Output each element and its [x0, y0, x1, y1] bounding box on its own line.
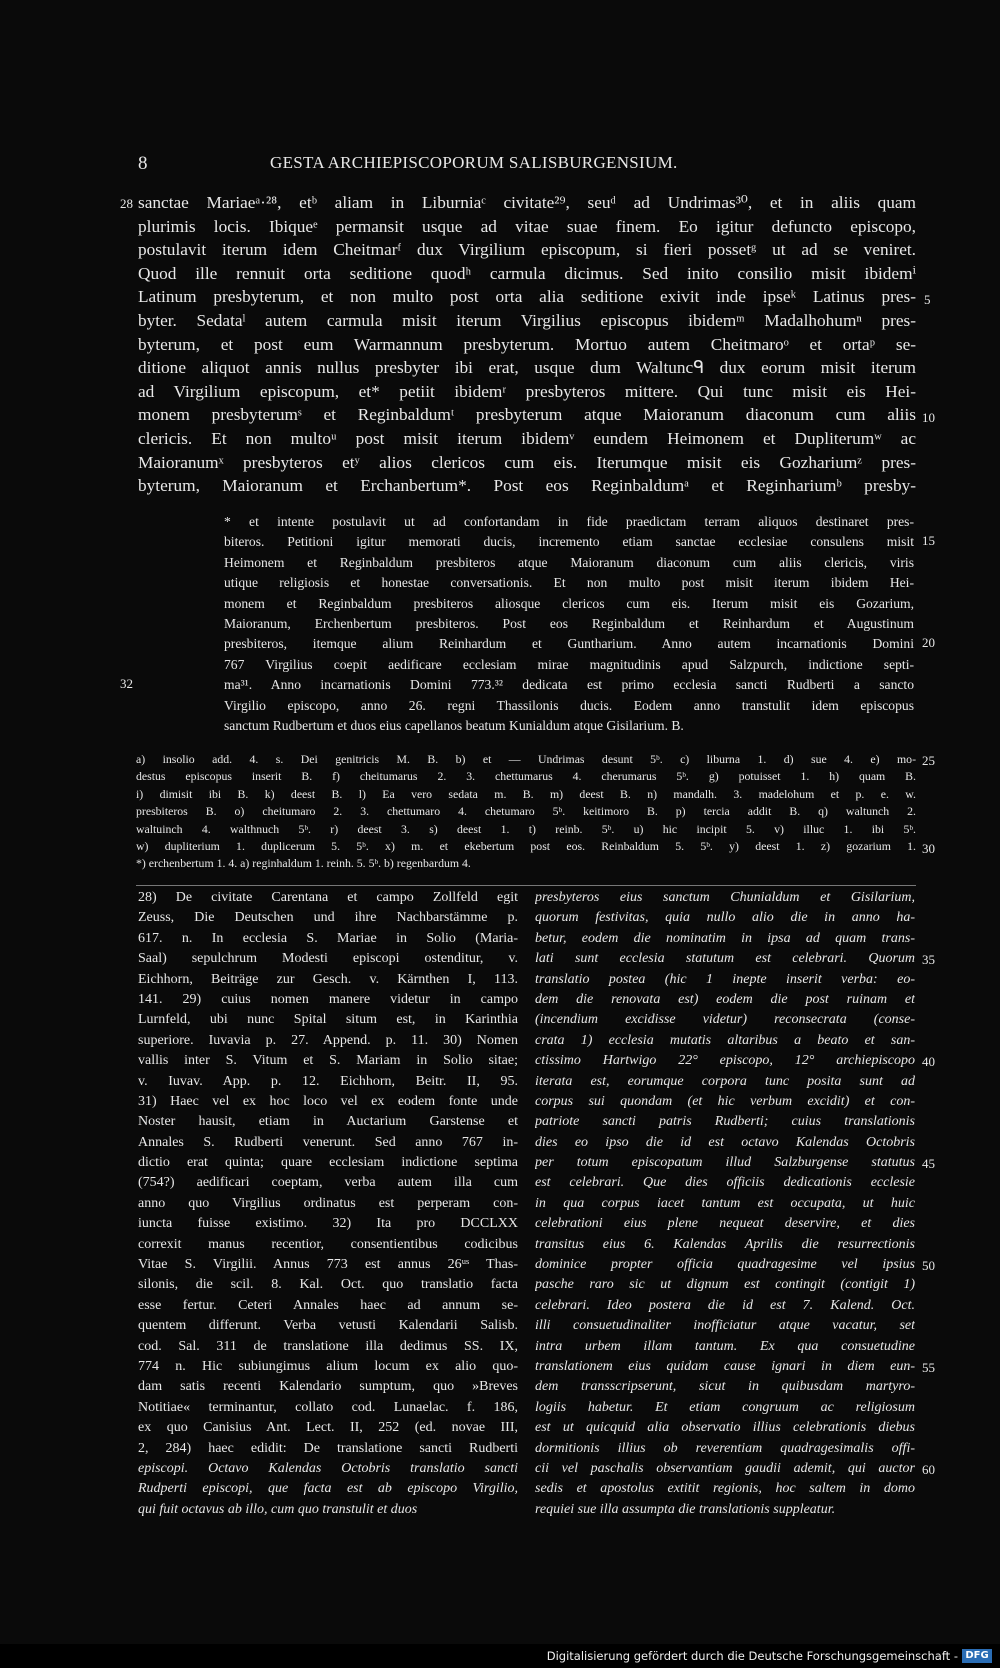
text-line: Virgilio episcopo, anno 26. regni Thassilonis ducis. Eodem anno transtulit idem episcopus	[224, 697, 914, 713]
text-line: monem et Reginbaldum presbiteros aliosque clericos cum eis. Iterum misit eis Gozarium,	[224, 595, 914, 611]
text-line: quentem differunt. Verba vetusti Kalendarii Salisb.	[138, 1318, 518, 1334]
line-number: 15	[922, 533, 935, 548]
line-number: 20	[922, 635, 935, 650]
text-line: cod. Sal. 311 de translatione illa dedimus SS. IX,	[138, 1338, 518, 1354]
text-line: Annales S. Rudberti venerunt. Sed anno 767 in-	[138, 1134, 518, 1150]
text-line: sanctum Rudbertum et duos eius capellanos beatum Kunialdum atque Gisilarium. B.	[224, 717, 684, 733]
text-line: sanctae Mariaeᵃ·²⁸, etᵇ aliam in Liburniaᶜ civitate²⁹, seuᵈ ad Undrimas³⁰, et in aliis quam	[138, 193, 916, 212]
text-line: Heimonem et Reginbaldum presbiteros atque Maioranum diaconum cum aliis clericis, viris	[224, 554, 914, 570]
text-line: biteros. Petitioni igitur memorati ducis, incremento etiam sanctae ecclesiae consulens misit	[224, 534, 914, 550]
text-line: qui fuit octavus ab illo, cum quo transtulit et duos	[138, 1501, 418, 1517]
text-line: ma³¹. Anno incarnationis Domini 773.³² dedicata est primo ecclesia sancti Rudberti a sancto	[224, 677, 914, 693]
text-line: silonis, die scil. 8. Kal. Oct. quo translatio facta	[138, 1277, 518, 1293]
text-line: Noster hausit, etiam in Auctarium Garstense et	[138, 1114, 518, 1130]
text-line: est celebrari. Que dies officiis dedicationis ecclesie	[535, 1175, 915, 1191]
text-line: presbiteros, itemque alium Reinhardum et Guntharium. Anno autem incarnationis Domini	[224, 636, 914, 652]
line-number: 60	[922, 1462, 935, 1477]
dfg-logo-icon: DFG	[962, 1649, 992, 1663]
divider	[136, 885, 916, 886]
text-line: dem die renovata est) eodem die post ruinam et	[535, 991, 915, 1007]
text-line: betur, eodem die nominatim in ipsa ad quam trans-	[535, 930, 915, 946]
text-line: corpus sui quondam (et hic verbum excidit) et con-	[535, 1093, 915, 1109]
text-line: a) insolio add. 4. s. Dei genitricis M. B. b) et — Undrimas desunt 5ᵇ. c) liburna 1. d) sue 4. e) mo-	[136, 752, 916, 766]
text-line: correxit manus recentior, consentientibus codicibus	[138, 1236, 518, 1252]
text-line: 28) De civitate Carentana et campo Zollfeld egit	[138, 890, 518, 905]
text-line: presbyteros eius sanctum Chunialdum et Gisilarium,	[535, 890, 915, 905]
text-line: (754?) aedificari coeptam, verba autem illa cum	[138, 1175, 518, 1191]
text-line: 2, 284) haec edidit: De translatione sancti Rudberti	[138, 1440, 518, 1456]
text-line: *) erchenbertum 1. 4. a) reginhaldum 1. reinh. 5. 5ᵇ. b) regenbardum 4.	[136, 856, 471, 871]
text-line: 767 Virgilius coepit aedificare ecclesiam mirae magnitudinis apud Salzpurch, indictione septi-	[224, 656, 914, 672]
text-line: crata 1) ecclesia mutatis altaribus a beato et san-	[535, 1032, 915, 1048]
notes-left-column	[138, 888, 518, 1520]
text-line: 141. 29) cuius nomen manere videtur in campo	[138, 991, 518, 1007]
text-line: translationem eius quidam cause ignari in diem eun-	[535, 1358, 915, 1374]
text-line: transitus eius 6. Kalendas Aprilis die resurrectionis	[535, 1236, 915, 1252]
text-line: Eichhorn, Beiträge zur Gesch. v. Kärnthen I, 113.	[138, 971, 518, 987]
footer-bar	[0, 1644, 1000, 1668]
text-line: Latinum presbyterum, et non multo post orta alia seditione exivit inde ipseᵏ Latinus pres-	[138, 287, 916, 307]
text-line: dies eo ipso die id est octavo Kalendas Octobris	[535, 1134, 915, 1150]
text-line: anno quo Virgilius ordinatus est perperam con-	[138, 1195, 518, 1211]
text-line: Maioranum, Erchenbertum presbiteros. Post eos Reginbaldum et Reinhardum et Augustinum	[224, 615, 914, 631]
text-line: Vitae S. Virgilii. Annus 773 est annus 26ᵘˢ Thas-	[138, 1257, 518, 1273]
text-line: episcopi. Octavo Kalendas Octobris translatio sancti	[138, 1460, 518, 1476]
text-line: patriote sancti patris Rudberti; cuius translationis	[535, 1114, 915, 1130]
text-line: utique religiosis et honestae conversationis. Et non multo post misit iterum ibidem Hei-	[224, 575, 914, 591]
text-line: Maioranumˣ presbyteros etʸ alios clericos cum eis. Iterumque misit eis Gozhariumᶻ pres-	[138, 452, 916, 472]
line-number: 40	[922, 1054, 935, 1069]
text-line: Quod ille rennuit orta seditione quodʰ carmula dicimus. Sed inito consilio misit ibidemⁱ	[138, 263, 916, 283]
text-line: i) dimisit ibi B. k) deest B. l) Ea vero sedata m. B. m) deest B. n) mandalh. 3. madelohum et p. e. w.	[136, 786, 916, 801]
text-line: translatio postea (hic 1 inepte inserit verba: eo-	[535, 971, 915, 987]
text-line: dictio erat quinta; quare ecclesiam indictione septima	[138, 1155, 518, 1171]
text-line: pasche raro sic ut dignum est contingit (contigit 1)	[535, 1277, 915, 1293]
text-line: iuncta fuisse existimo. 32) Ita pro DCCLXX	[138, 1216, 518, 1232]
text-line: Zeuss, Die Deutschen und ihre Nachbarstämme p.	[138, 910, 518, 926]
text-line: byter. Sedataˡ autem carmula misit iterum Virgilius episcopus ibidemᵐ Madalhohumⁿ pres-	[138, 310, 916, 330]
text-line: iterata est, eorumque corpora tunc posita sunt ad	[535, 1073, 915, 1089]
text-line: logiis habetur. Et etiam congruum ac religiosum	[535, 1399, 915, 1415]
text-line: dominice propter officia quadragesime vel ipsius	[535, 1257, 915, 1273]
text-line: cii vel paschalis observantiam gaudii ademit, qui auctor	[535, 1460, 915, 1476]
line-number: 32	[120, 676, 133, 691]
text-line: illi consuetudinaliter inofficiatur atque vacatur, set	[535, 1318, 915, 1334]
line-number: 25	[922, 753, 935, 768]
text-line: monem presbyterumˢ et Reginbaldumᵗ presbyterum atque Maioranum diaconum cum aliis	[138, 405, 916, 425]
text-line: presbiteros B. o) cheitumaro 2. 3. chettumaro 4. chetumaro 5ᵇ. keitimoro B. p) tercia addit B. q) waltunch 2.	[136, 804, 916, 819]
text-line: requiei sue illa assumpta die translationis suppleatur.	[535, 1501, 836, 1517]
line-number: 50	[922, 1258, 935, 1273]
text-line: 774 n. Hic subiungimus alium locum ex alio quo-	[138, 1358, 518, 1374]
text-line: per totum episcopatum illud Salzburgense statutus	[535, 1155, 915, 1171]
notes-right-column	[535, 888, 915, 1520]
line-number: 30	[922, 841, 935, 856]
text-line: esse fertur. Ceteri Annales haec ad annum se-	[138, 1297, 518, 1313]
text-line: celebrari. Ideo postera die id est 7. Kalend. Oct.	[535, 1297, 915, 1313]
text-line: byterum, Maioranum et Erchanbertum*. Post eos Reginbaldumᵃ et Reginhariumᵇ presby-	[138, 476, 916, 496]
page-number: 8	[138, 153, 148, 174]
text-line: ctissimo Hartwigo 22° episcopo, 12° archiepiscopo	[535, 1053, 915, 1069]
text-line: ad Virgilium episcopum, et* petiit ibidemʳ presbyteros mittere. Qui tunc misit eis Hei-	[138, 381, 916, 401]
text-line: vallis inter S. Vitum et S. Mariam in Solio sitae;	[138, 1053, 518, 1069]
text-line: waltuinch 4. walthnuch 5ᵇ. r) deest 3. s) deest 1. t) reinb. 5ᵇ. u) hic incipit 5. v) illuc 1. ibi 5ᵇ.	[136, 821, 916, 836]
line-number: 45	[922, 1156, 935, 1171]
text-line: (incendium excidisse videtur) reconsecrata (conse-	[535, 1012, 915, 1028]
line-number: 10	[922, 410, 935, 425]
text-line: Lurnfeld, ubi nunc Spital situm est, in Karinthia	[138, 1012, 518, 1028]
text-line: postulavit iterum idem Cheitmarᶠ dux Virgilium episcopum, si fieri possetᵍ ut ad se veniret.	[138, 240, 916, 260]
running-head: GESTA ARCHIEPISCOPORUM SALISBURGENSIUM.	[270, 153, 678, 172]
text-line: Rudperti episcopi, que facta est ab episcopo Virgilio,	[138, 1481, 518, 1497]
text-line: lati sunt ecclesia statutum est celebrari. Quorum	[535, 951, 915, 967]
text-line: celebrationi eius plene nequeat deservire, et dies	[535, 1216, 915, 1232]
text-line: dam satis recenti Kalendario sumptum, quo »Breves	[138, 1379, 518, 1395]
text-line: clericis. Et non multoᵘ post misit iterum ibidemᵛ eundem Heimonem et Dupliterumʷ ac	[138, 428, 916, 448]
variant-text	[224, 512, 914, 736]
text-line: dormitionis illius ob reverentiam quadragesimalis offi-	[535, 1440, 915, 1456]
line-number: 28	[120, 196, 133, 211]
text-line: dem transscripserunt, sicut in quibusdam martyro-	[535, 1379, 915, 1395]
text-line: superiore. Iuvavia p. 27. Append. p. 11. 30) Nomen	[138, 1032, 518, 1048]
main-text	[138, 191, 916, 498]
text-line: 617. n. In ecclesia S. Mariae in Solio (Maria-	[138, 930, 518, 946]
text-line: 31) Haec vel ex hoc loco vel ex eodem fonte unde	[138, 1093, 518, 1109]
text-line: v. Iuvav. App. p. 12. Eichhorn, Beitr. II, 95.	[138, 1073, 518, 1089]
line-number: 5	[924, 292, 931, 307]
text-line: ex quo Canisius Ant. Lect. II, 252 (ed. novae III,	[138, 1420, 518, 1436]
text-line: quorum festivitas, quia nullo alio die in anno ha-	[535, 910, 915, 926]
footer-credit: Digitalisierung gefördert durch die Deutsche Forschungsgemeinschaft -	[546, 1649, 958, 1663]
page-header	[0, 153, 1000, 183]
text-line: ditione aliquot annis nullus presbyter ibi erat, usque dum Waltuncᑫ dux eorum misit iterum	[138, 358, 916, 378]
text-line: plurimis locis. Ibiqueᵉ permansit usque ad vitae suae finem. Eo igitur defuncto episcopo,	[138, 216, 916, 236]
line-number: 35	[922, 952, 935, 967]
text-line: est ut quicquid alia observatio illius celebrationis diebus	[535, 1420, 915, 1436]
text-line: w) dupliterium 1. duplicerum 5. 5ᵇ. x) m. et ekebertum post eos. Reinbaldum 5. 5ᵇ. y) deest 1. z) gozarium 1.	[136, 838, 916, 853]
text-line: in qua corpus iacet tantum est occupata, ut huic	[535, 1195, 915, 1211]
line-number: 55	[922, 1360, 935, 1375]
text-line: destus episcopus inserit B. f) cheitumarus 2. 3. chettumarus 4. cherumarus 5ᵇ. g) potuisset 1. h) quam B.	[136, 769, 916, 784]
critical-apparatus	[136, 751, 916, 873]
text-line: sedis et apostolus extitit regionis, hoc saltem in domo	[535, 1481, 915, 1497]
text-line: Notitiae« terminantur, collato cod. Lunaelac. f. 186,	[138, 1399, 518, 1415]
text-line: * et intente postulavit ut ad confortandam in fide praedictam terram aliquos destinaret pres-	[224, 514, 914, 529]
text-line: Saal) sepulchrum Modesti episcopi ostenditur, v.	[138, 951, 518, 967]
text-line: intra urbem illam tantum. Ex qua consuetudine	[535, 1338, 915, 1354]
text-line: byterum, et post eum Warmannum presbyterum. Mortuo autem Cheitmaroᵒ et ortaᵖ se-	[138, 334, 916, 354]
